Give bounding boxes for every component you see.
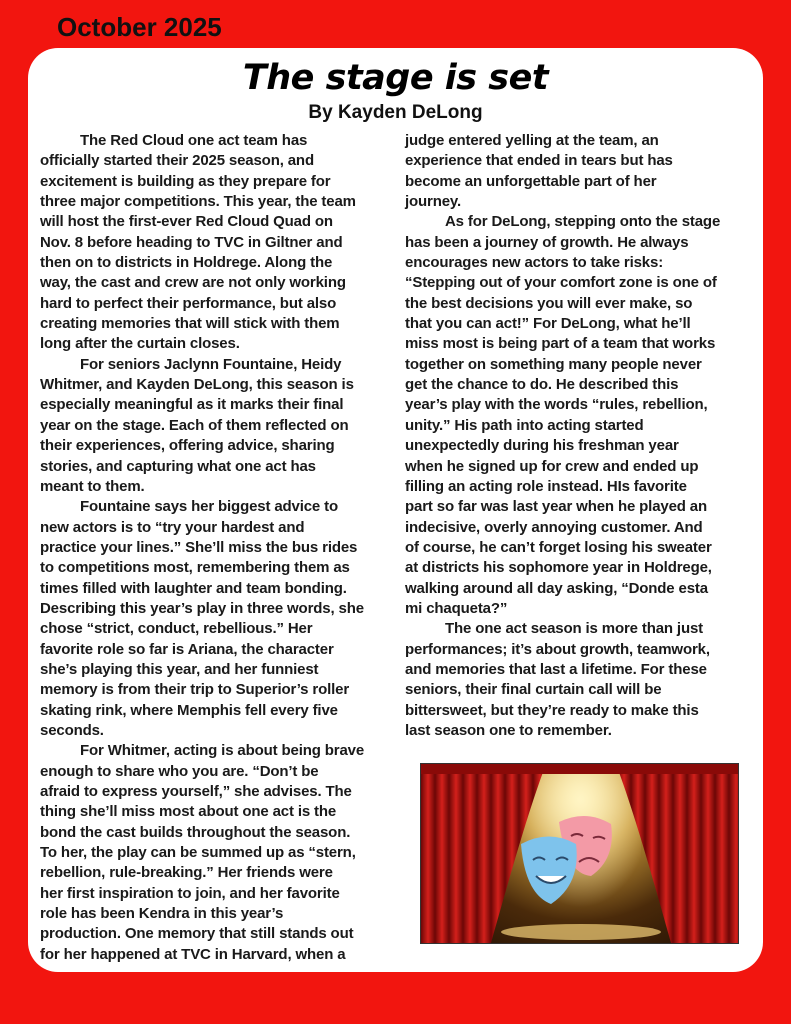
curtains-and-masks-illustration — [421, 764, 738, 943]
article-paragraph: For Whitmer, acting is about being brave enough to share who you are. “Don’t be afraid to express yourself,” she advises. The thing she’ll miss most about one act is the bond the cast builds throughout the season. To her, the play can be summed up as “stern, rebellion, rule-breaking.” Her friends were her first inspiration to join, and her favorite role has been Kendra in this year’s production. One memory that still stands out for her happened at TVC in Harvard, when a — [40, 742, 365, 963]
left-column — [40, 131, 400, 965]
article-paragraph: judge entered yelling at the team, an experience that ended in tears but has become an unforgettable part of her journey. — [405, 132, 673, 211]
issue-date: October 2025 — [57, 12, 222, 42]
right-column — [405, 131, 765, 741]
article-paragraph: As for DeLong, stepping onto the stage has been a journey of growth. He always encourages new actors to take risks: “Stepping out of your comfort zone is one of the best decisions you will ever make, so that you can act!” For DeLong, what he’ll miss most is being part of a team that works together on something many people never get the chance to do. He described this year’s play with the words “rules, rebellion, unity.” His path into acting started unexpectedly during his freshman year when he signed up for crew and ended up filling an acting role instead. HIs favorite part so far was last year when he played an indecisive, overly annoying customer. And of course, he can’t forget losing his sweater at districts his sophomore year in Holdrege, walking around all day asking, “Donde esta mi chaqueta?” — [405, 213, 721, 617]
article-paragraph: The one act season is more than just performances; it’s about growth, teamwork, and memories that last a lifetime. For these seniors, their final curtain call will be bittersweet, but they’re ready to make this last season one to remember. — [405, 620, 710, 739]
article-paragraph: For seniors Jaclynn Fountaine, Heidy Whitmer, and Kayden DeLong, this season is especially meaningful as it marks their final year on the stage. Each of them reflected on their experiences, offering advice, sharing stories, and capturing what one act has meant to them. — [40, 355, 354, 495]
article-byline: By Kayden DeLong — [308, 102, 483, 123]
article-paragraph: The Red Cloud one act team has officially started their 2025 season, and excitement is building as they prepare for three major competitions. This year, the team will host the first-ever Red Cloud Quad on Nov. 8 before heading to TVC in Giltner and then on to districts in Holdrege. Along the way, the cast and crew are not only working hard to perfect their performance, but also creating memories that will stick with them long after the curtain closes. — [40, 132, 356, 353]
theater-stage-image — [420, 763, 739, 944]
article-paragraph: Fountaine says her biggest advice to new actors is to “try your hardest and practice your lines.” She’ll miss the bus rides to competitions most, remembering them as times filled with laughter and team bonding. Describing this year’s play in three words, she chose “strict, conduct, rebellious.” Her favorite role so far is Ariana, the character she’s playing this year, and her funniest memory is from their trip to Superior’s roller skating rink, where Memphis fell every five seconds. — [40, 498, 364, 739]
article-title: The stage is set — [242, 58, 549, 98]
